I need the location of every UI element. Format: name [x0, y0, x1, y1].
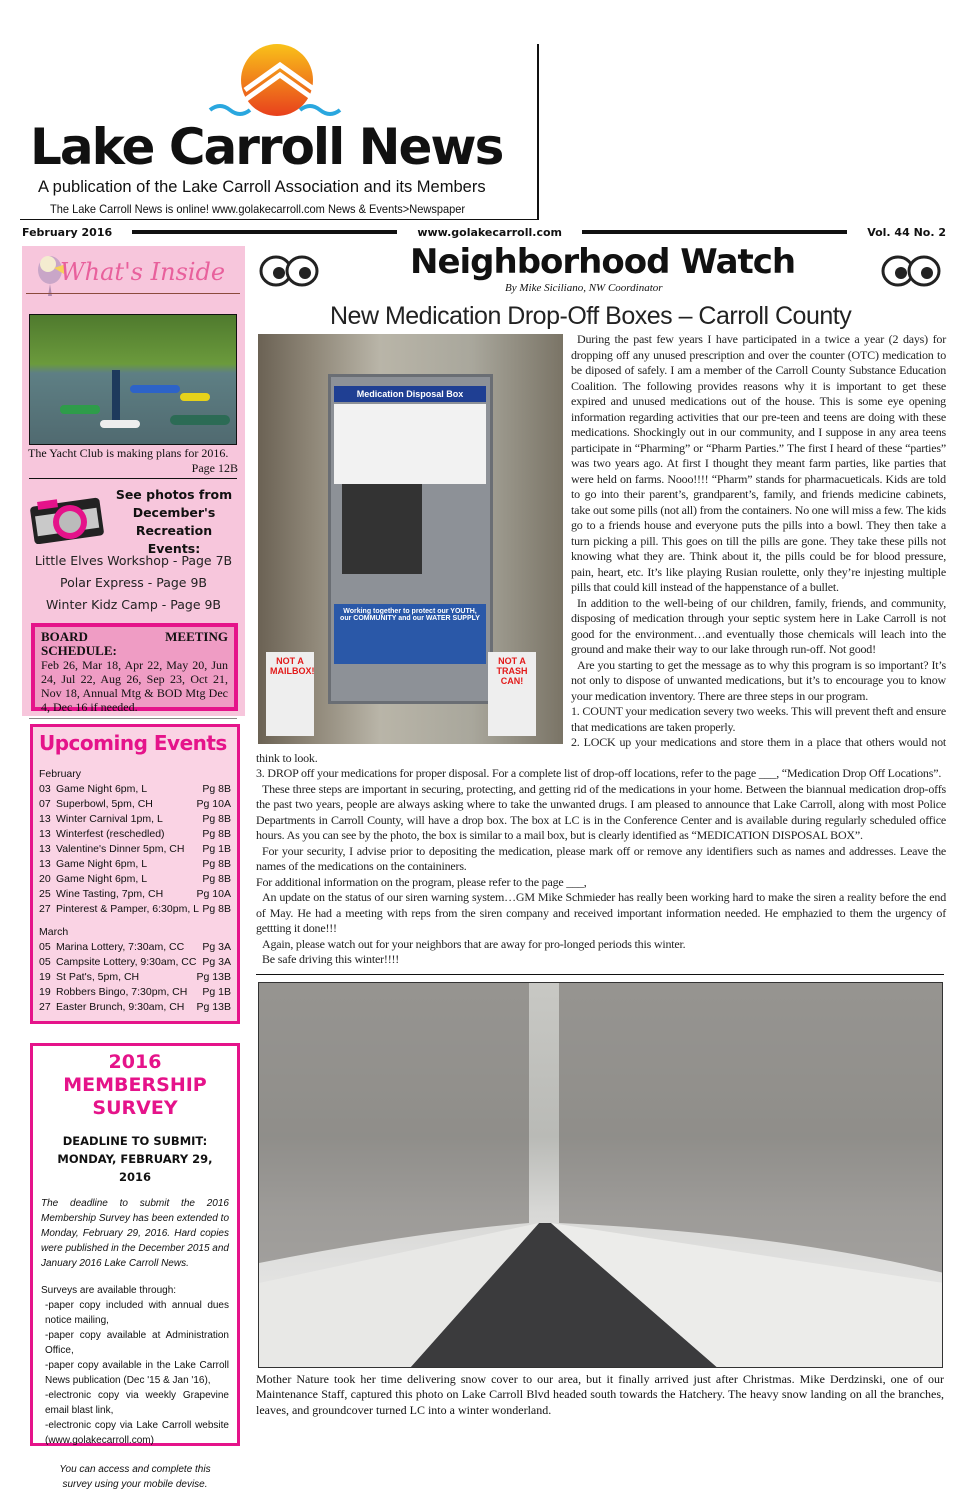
yacht-caption — [28, 446, 238, 476]
membership-survey-box — [30, 1043, 240, 1490]
event-page: Pg 8B — [202, 873, 231, 885]
availability-item: -paper copy included with annual dues notice mailing, — [45, 1300, 229, 1326]
event-row — [39, 1000, 231, 1015]
article-body — [256, 332, 946, 968]
divider — [26, 293, 240, 294]
article-paragraph: Be safe driving this winter!!!! — [262, 952, 400, 966]
section-title: Neighborhood Watch — [410, 242, 796, 282]
availability-item: -electronic copy via Lake Carroll website (www.golakecarroll.com) — [45, 1420, 229, 1446]
whats-inside-title: What's Inside — [60, 258, 226, 286]
event-day: 20 — [39, 873, 51, 885]
sign-not-trash-can: NOT A TRASH CAN! — [488, 652, 536, 736]
event-day: 13 — [39, 813, 51, 825]
article-paragraph: 3. DROP off your medications for proper disposal. For a complete list of drop-off locations, refer to the page ___, “Medication Drop Off Locations”. — [256, 766, 942, 780]
article-headline: New Medication Drop-Off Boxes – Carroll County — [330, 302, 852, 330]
caption-text: The Yacht Club is making plans for 2016. — [28, 446, 229, 460]
event-row — [39, 782, 231, 797]
article-paragraph: 1. COUNT your medication severy two weeks. This will prevent theft and ensure that medications are taken properly. — [571, 704, 946, 734]
event-day: 27 — [39, 1001, 51, 1013]
article-paragraph: For your security, I advise prior to depositing the medication, please mark off or remove any identifiers such as names and addresses. Leave the names of the medications on the containiners. — [256, 843, 946, 873]
event-row — [39, 872, 231, 887]
event-page: Pg 8B — [202, 858, 231, 870]
newspaper-title: Lake Carroll News — [30, 118, 503, 176]
article-paragraph: These three steps are important in securing, protecting, and getting rid of the medications in your home. Between the biannual medication drop-offs the past two years, people are always asking where to take the unwanted drugs. I am pleased to announce that Lake Carroll, along with most Police Departments in Carroll County, will have a drop box. The box at LC is in the Conference Center and is available during regularly scheduled office hours. As you can see by the photo, the box is similar to a mail box, but is clearly identified as “MEDICATION DISPOSAL BOX”. — [256, 781, 946, 842]
event-row — [39, 940, 231, 955]
divider — [29, 478, 237, 479]
event-name: Marina Lottery, 7:30am, CC — [56, 941, 185, 953]
event-day: 13 — [39, 828, 51, 840]
board-dates: Feb 26, Mar 18, Apr 22, May 20, Jun 24, Jul 22, Aug 26, Sep 23, Oct 21, Nov 18, Annual Mtg & BOD Mtg Dec 4, Dec 16 if needed. — [41, 658, 228, 714]
event-row — [39, 812, 231, 827]
page-reference: Page 12B — [191, 461, 238, 475]
byline: By Mike Siciliano, NW Coordinator — [505, 282, 663, 294]
event-row — [39, 902, 231, 917]
availability-item: -electronic copy via weekly Grapevine email blast link, — [45, 1390, 229, 1416]
lake-carroll-logo — [205, 40, 345, 125]
article-paragraph: Are you starting to get the message as to why this program is so important? It’s not only to dispose of unwanted medications, but it’s to encourage you to know your medication inventory. There are three steps in our program. — [571, 657, 946, 703]
medication-box-photo — [258, 334, 563, 744]
article-paragraph: 2. LOCK up your medications and store them in a place that others would not think to look. — [256, 735, 946, 765]
divider — [132, 230, 397, 234]
eyes-icon — [880, 254, 942, 288]
online-note: The Lake Carroll News is online! www.golakecarroll.com News & Events>Newspaper — [50, 202, 466, 216]
event-day: 19 — [39, 971, 51, 983]
survey-intro: The deadline to submit the 2016 Membership Survey has been extended to Monday, February 29, 2016. Hard copies were published in the December 2015 and January 2016 Lake Carroll News. — [41, 1198, 229, 1269]
eyes-icon — [258, 254, 320, 288]
availability-heading: Surveys are available through: — [41, 1285, 177, 1296]
event-day: 05 — [39, 941, 51, 953]
article-paragraph: An update on the status of our siren warning system…GM Mike Schmieder has really been working hard to make the siren a reality before the end of May. He had a meeting with reps from the siren company and received important information needed. He emphazied to them the urgency of gettting it done!!! — [256, 890, 946, 935]
event-row — [39, 827, 231, 842]
survey-footer: You can access and complete this survey using your mobile devise. — [59, 1464, 211, 1490]
event-row — [39, 887, 231, 902]
sign-not-mailbox: NOT A MAILBOX! — [266, 652, 314, 736]
event-day: 25 — [39, 888, 51, 900]
article-paragraph: Again, please watch out for your neighbors that are away for pro-longed periods this winter. — [262, 936, 686, 951]
box-banner: Working together to protect our YOUTH, our COMMUNITY and our WATER SUPPLY — [334, 604, 486, 664]
divider — [29, 718, 237, 719]
event-day: 13 — [39, 858, 51, 870]
snowy-road-photo — [258, 982, 943, 1368]
photo-events-list — [22, 550, 245, 616]
event-page: Pg 1B — [202, 986, 231, 998]
event-page: Pg 3A — [202, 941, 231, 953]
photo-event-item: Polar Express - Page 9B — [59, 575, 207, 590]
event-day: 13 — [39, 843, 51, 855]
event-row — [39, 842, 231, 857]
event-row — [39, 955, 231, 970]
event-page: Pg 8B — [202, 813, 231, 825]
issue-date: February 2016 — [22, 225, 113, 239]
event-name: Winterfest (reschedled) — [56, 828, 165, 840]
event-page: Pg 13B — [196, 971, 231, 983]
survey-deadline: DEADLINE TO SUBMIT: MONDAY, FEBRUARY 29, 2016 — [57, 1134, 213, 1184]
event-month-group — [33, 767, 237, 917]
event-name: Pinterest & Pamper, 6:30pm, L — [56, 903, 199, 915]
photo-event-item: Winter Kidz Camp - Page 9B — [45, 597, 222, 612]
survey-availability — [41, 1283, 229, 1448]
event-page: Pg 8B — [202, 783, 231, 795]
event-day: 19 — [39, 986, 51, 998]
event-page: Pg 8B — [202, 903, 231, 915]
event-name: Valentine's Dinner 5pm, CH — [56, 843, 185, 855]
event-day: 05 — [39, 956, 51, 968]
availability-item: -paper copy available at Administration Office, — [45, 1330, 229, 1356]
upcoming-events-title: Upcoming Events — [39, 731, 227, 755]
event-name: Campsite Lottery, 9:30am, CC — [56, 956, 197, 968]
newspaper-subtitle: A publication of the Lake Carroll Association and its Members — [38, 178, 486, 196]
article-paragraph: For additional information on the program, please refer to the page ___, — [256, 874, 587, 889]
snow-photo-caption: Mother Nature took her time delivering snow cover to our area, but it finally arrived just after Christmas. Mike Derdzinski, one of our Maintenance Staff, captured this photo on Lake Carroll Blvd headed south towards the Hatchery. The heavy snow landing on all the branches, leaves, and groundcover turned LC into a winter wonderland. — [256, 1371, 944, 1417]
event-month: February — [39, 768, 82, 780]
event-page: Pg 1B — [202, 843, 231, 855]
event-row — [39, 797, 231, 812]
event-row — [39, 970, 231, 985]
event-month-group — [33, 925, 237, 1015]
event-name: Easter Brunch, 9:30am, CH — [56, 1001, 185, 1013]
box-label: Medication Disposal Box — [334, 386, 486, 402]
event-name: Game Night 6pm, L — [56, 858, 148, 870]
event-name: Superbowl, 5pm, CH — [56, 798, 153, 810]
event-day: 03 — [39, 783, 51, 795]
volume-number: Vol. 44 No. 2 — [867, 225, 946, 239]
event-page: Pg 10A — [196, 888, 231, 900]
event-page: Pg 3A — [202, 956, 231, 968]
event-month: March — [39, 926, 69, 938]
camera-icon — [30, 492, 105, 544]
divider — [537, 44, 539, 220]
event-page: Pg 10A — [196, 798, 231, 810]
survey-title: 2016 MEMBERSHIP SURVEY — [63, 1051, 207, 1119]
event-name: Robbers Bingo, 7:30pm, CH — [56, 986, 188, 998]
availability-item: -paper copy available in the Lake Carroll News publication (Dec '15 & Jan '16), — [45, 1360, 229, 1386]
photo-event-item: Little Elves Workshop - Page 7B — [34, 553, 233, 568]
event-day: 07 — [39, 798, 51, 810]
divider — [582, 230, 847, 234]
event-row — [39, 857, 231, 872]
dateline — [22, 224, 946, 240]
article-paragraph: In addition to the well-being of our children, family, friends, and community, disposing of medication through your septic system here in Lake Carroll is not good for the environment…and eventually those chemicals will leach into the ground and make their way to our lake through run-off. Not good! — [571, 595, 946, 656]
board-title: BOARD MEETING SCHEDULE: — [41, 629, 228, 658]
main-column — [256, 332, 946, 1418]
divider — [20, 219, 538, 220]
article-paragraph: During the past few years I have participated in a twice a year (2 days) for dropping off any unused prescription and over the counter (OTC) medication to be diposed of safely. I am a member of the Carroll County Substance Education Coalition. The following provides reasons why it is important to get these expired and unused medications out of the house. This is some eye opening information regarding activities that our pre-teen and teens are doing with these medications. Shockingly out in our community, and I suppose in any area teens participate in “Pharming” or “Pharm Parties.” The first I heard of these “parties” was two years ago. At first I thought they meant farm parties, like parties that were held on farms. Nooo!!!! “Pharm” stands for pharmacueticals. Kids are told to go into their parent’s, grandparent’s, family, and friends medicine cabinets, take out some pills (not all) from the containers. No one will miss a few. The kids go to a friends house and everyone puts the pills into a bowl. They then take a turn picking a pill. This goes on till the pills are gone. They take these pills not knowing what they are. Think about it, the pills could be for blood pressure, pain, heart, etc. It’s like playing Rusian roulette, only they’re injesting multiple pills that could kill instead of the happenstance of a bullet. — [571, 332, 946, 594]
event-name: Wine Tasting, 7pm, CH — [56, 888, 164, 900]
divider — [256, 974, 944, 975]
board-meeting-schedule — [31, 623, 238, 714]
event-page: Pg 13B — [196, 1001, 231, 1013]
photos-heading: See photos from December's Recreation Events: — [115, 487, 233, 556]
event-name: St Pat's, 5pm, CH — [56, 971, 140, 983]
event-day: 27 — [39, 903, 51, 915]
event-name: Winter Carnival 1pm, L — [56, 813, 163, 825]
upcoming-events-panel — [30, 724, 240, 1024]
event-page: Pg 8B — [202, 828, 231, 840]
event-row — [39, 985, 231, 1000]
website-link[interactable]: www.golakecarroll.com — [417, 225, 562, 239]
event-name: Game Night 6pm, L — [56, 873, 148, 885]
event-name: Game Night 6pm, L — [56, 783, 148, 795]
yacht-club-photo — [29, 314, 237, 445]
